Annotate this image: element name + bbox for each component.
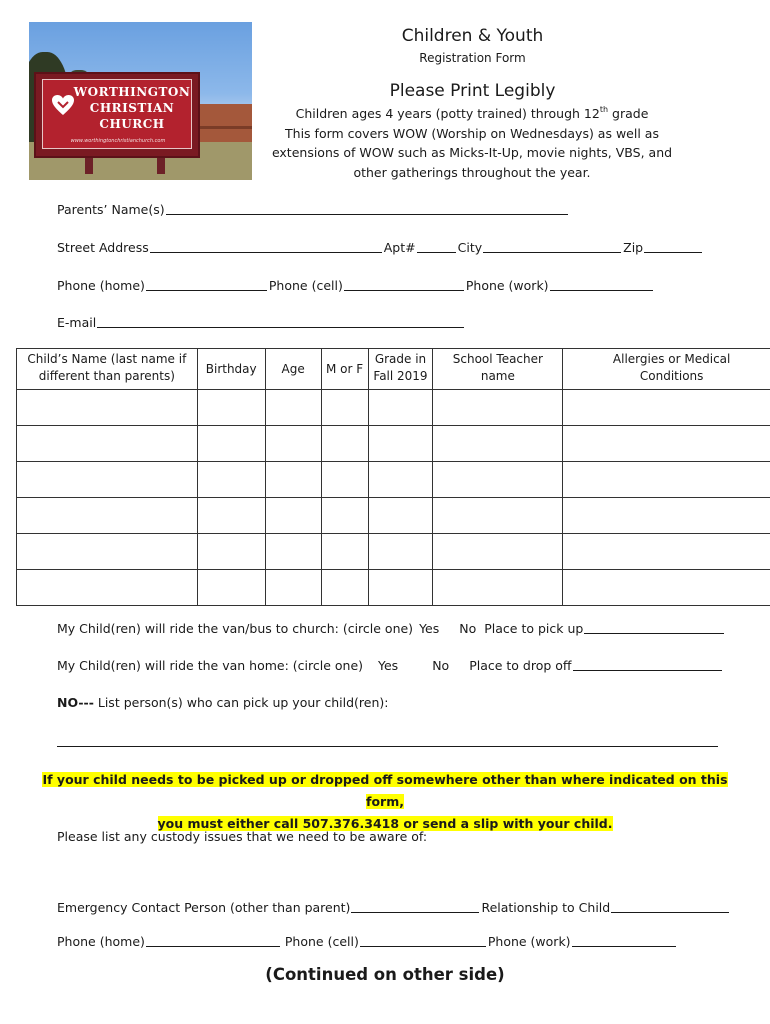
table-cell[interactable] bbox=[17, 570, 198, 606]
phone-row bbox=[57, 276, 655, 293]
intro-line-1-end: grade bbox=[608, 106, 649, 121]
table-cell[interactable] bbox=[433, 390, 563, 426]
table-cell[interactable] bbox=[265, 390, 321, 426]
table-cell[interactable] bbox=[321, 498, 368, 534]
street-address-field[interactable] bbox=[150, 238, 382, 253]
table-cell[interactable] bbox=[433, 534, 563, 570]
table-row bbox=[17, 462, 770, 498]
ride-home-no[interactable]: No bbox=[432, 658, 450, 673]
children-table bbox=[16, 348, 770, 606]
sign-url: www.worthingtonchristianchurch.com bbox=[70, 138, 166, 144]
emergency-contact-label: Emergency Contact Person (other than parent) bbox=[57, 900, 351, 915]
table-row bbox=[17, 390, 770, 426]
table-cell[interactable] bbox=[368, 534, 433, 570]
intro-superscript: th bbox=[599, 105, 609, 114]
col-birthday: Birthday bbox=[197, 349, 265, 390]
col-grade: Grade in Fall 2019 bbox=[368, 349, 433, 390]
parents-name-row bbox=[57, 200, 570, 217]
no-pickup-row bbox=[57, 695, 389, 710]
table-cell[interactable] bbox=[17, 498, 198, 534]
table-cell[interactable] bbox=[265, 462, 321, 498]
city-label: City bbox=[457, 240, 483, 255]
emergency-phone-home-label: Phone (home) bbox=[57, 934, 145, 949]
table-row bbox=[17, 570, 770, 606]
table-cell[interactable] bbox=[563, 390, 770, 426]
emergency-phone-home-field[interactable] bbox=[146, 932, 280, 947]
col-sex: M or F bbox=[321, 349, 368, 390]
emergency-phone-row bbox=[57, 932, 676, 949]
form-subtitle: Registration Form bbox=[419, 51, 526, 65]
relationship-field[interactable] bbox=[611, 898, 729, 913]
church-sign-photo bbox=[29, 22, 252, 180]
ride-to-church-no[interactable]: No bbox=[459, 621, 477, 636]
pickup-field[interactable] bbox=[584, 619, 724, 634]
email-field[interactable] bbox=[97, 313, 464, 328]
table-cell[interactable] bbox=[197, 570, 265, 606]
dropoff-label: Place to drop off bbox=[469, 658, 572, 673]
ride-to-church-yes[interactable]: Yes bbox=[419, 621, 440, 636]
notice-line-1: If your child needs to be picked up or dropped off somewhere other than where indicated on this form, bbox=[42, 772, 728, 809]
sign-text-worthington: WORTHINGTON bbox=[73, 85, 191, 99]
pickup-persons-label: List person(s) who can pick up your child(ren): bbox=[93, 695, 389, 710]
church-sign bbox=[34, 72, 200, 158]
notice-box bbox=[30, 769, 740, 835]
emergency-phone-work-label: Phone (work) bbox=[487, 934, 571, 949]
table-cell[interactable] bbox=[321, 426, 368, 462]
heart-logo-icon bbox=[51, 94, 75, 116]
table-row bbox=[17, 534, 770, 570]
address-row bbox=[57, 238, 704, 255]
phone-home-label: Phone (home) bbox=[57, 278, 145, 293]
table-cell[interactable] bbox=[265, 426, 321, 462]
table-cell[interactable] bbox=[17, 462, 198, 498]
parents-name-field[interactable] bbox=[166, 200, 568, 215]
parents-name-label: Parents’ Name(s) bbox=[57, 202, 165, 217]
table-cell[interactable] bbox=[197, 462, 265, 498]
table-cell[interactable] bbox=[265, 534, 321, 570]
table-cell[interactable] bbox=[563, 498, 770, 534]
ride-to-church-row bbox=[57, 619, 724, 636]
table-cell[interactable] bbox=[368, 426, 433, 462]
col-allergies: Allergies or Medical Conditions bbox=[563, 349, 770, 390]
table-row bbox=[17, 498, 770, 534]
apt-label: Apt# bbox=[383, 240, 416, 255]
table-cell[interactable] bbox=[563, 570, 770, 606]
custody-row bbox=[57, 829, 427, 844]
col-childs-name: Child’s Name (last name if different than parents) bbox=[17, 349, 198, 390]
emergency-contact-field[interactable] bbox=[351, 898, 479, 913]
phone-cell-label: Phone (cell) bbox=[268, 278, 343, 293]
pickup-label: Place to pick up bbox=[484, 621, 584, 636]
table-cell[interactable] bbox=[17, 390, 198, 426]
ride-home-row bbox=[57, 656, 722, 673]
emergency-phone-cell-field[interactable] bbox=[360, 932, 486, 947]
table-cell[interactable] bbox=[368, 390, 433, 426]
table-cell[interactable] bbox=[321, 534, 368, 570]
intro-paragraph bbox=[262, 104, 682, 182]
phone-work-label: Phone (work) bbox=[465, 278, 549, 293]
table-header-row bbox=[17, 349, 770, 390]
table-cell[interactable] bbox=[321, 570, 368, 606]
emergency-phone-work-field[interactable] bbox=[572, 932, 676, 947]
table-cell[interactable] bbox=[321, 462, 368, 498]
custody-label: Please list any custody issues that we need to be aware of: bbox=[57, 829, 428, 844]
table-cell[interactable] bbox=[433, 498, 563, 534]
table-cell[interactable] bbox=[433, 570, 563, 606]
table-row bbox=[17, 426, 770, 462]
table-cell[interactable] bbox=[563, 426, 770, 462]
ride-home-yes[interactable]: Yes bbox=[378, 658, 399, 673]
table-cell[interactable] bbox=[368, 498, 433, 534]
ride-to-church-label: My Child(ren) will ride the van/bus to church: (circle one) bbox=[57, 621, 414, 636]
apt-field[interactable] bbox=[417, 238, 456, 253]
phone-cell-field[interactable] bbox=[344, 276, 464, 291]
table-cell[interactable] bbox=[17, 426, 198, 462]
col-age: Age bbox=[265, 349, 321, 390]
emergency-row bbox=[57, 898, 729, 915]
ride-home-label: My Child(ren) will ride the van home: (circle one) bbox=[57, 658, 364, 673]
continued-footer: (Continued on other side) bbox=[265, 965, 505, 984]
table-cell[interactable] bbox=[321, 390, 368, 426]
zip-field[interactable] bbox=[644, 238, 702, 253]
table-cell[interactable] bbox=[368, 570, 433, 606]
table-cell[interactable] bbox=[17, 534, 198, 570]
table-cell[interactable] bbox=[197, 534, 265, 570]
no-prefix: NO--- bbox=[57, 695, 94, 710]
email-label: E-mail bbox=[57, 315, 97, 330]
table-cell[interactable] bbox=[433, 426, 563, 462]
table-cell[interactable] bbox=[563, 534, 770, 570]
form-title: Children & Youth bbox=[401, 26, 544, 46]
zip-label: Zip bbox=[623, 240, 644, 255]
intro-line-3: extensions of WOW such as Micks-It-Up, movie nights, VBS, and bbox=[271, 145, 673, 160]
table-cell[interactable] bbox=[197, 426, 265, 462]
notice-line-2: you must either call 507.376.3418 or send a slip with your child. bbox=[157, 816, 613, 831]
table-cell[interactable] bbox=[265, 570, 321, 606]
phone-work-field[interactable] bbox=[550, 276, 653, 291]
table-cell[interactable] bbox=[368, 462, 433, 498]
dropoff-field[interactable] bbox=[573, 656, 722, 671]
col-teacher: School Teacher name bbox=[433, 349, 563, 390]
table-cell[interactable] bbox=[197, 498, 265, 534]
table-cell[interactable] bbox=[563, 462, 770, 498]
emergency-phone-cell-label: Phone (cell) bbox=[284, 934, 359, 949]
table-cell[interactable] bbox=[265, 498, 321, 534]
relationship-label: Relationship to Child bbox=[481, 900, 611, 915]
table-cell[interactable] bbox=[433, 462, 563, 498]
phone-home-field[interactable] bbox=[146, 276, 267, 291]
print-legibly-heading: Please Print Legibly bbox=[389, 81, 556, 101]
email-row bbox=[57, 313, 466, 330]
intro-line-4: other gatherings throughout the year. bbox=[353, 164, 591, 180]
intro-line-2: This form covers WOW (Worship on Wednesdays) as well as bbox=[285, 125, 659, 141]
intro-line-1: Children ages 4 years (potty trained) through 12 bbox=[295, 106, 600, 121]
sign-text-christian: CHRISTIAN bbox=[89, 101, 175, 115]
pickup-persons-line[interactable] bbox=[57, 746, 718, 747]
city-field[interactable] bbox=[483, 238, 621, 253]
street-address-label: Street Address bbox=[57, 240, 149, 255]
sign-text-church: CHURCH bbox=[99, 117, 165, 131]
table-cell[interactable] bbox=[197, 390, 265, 426]
